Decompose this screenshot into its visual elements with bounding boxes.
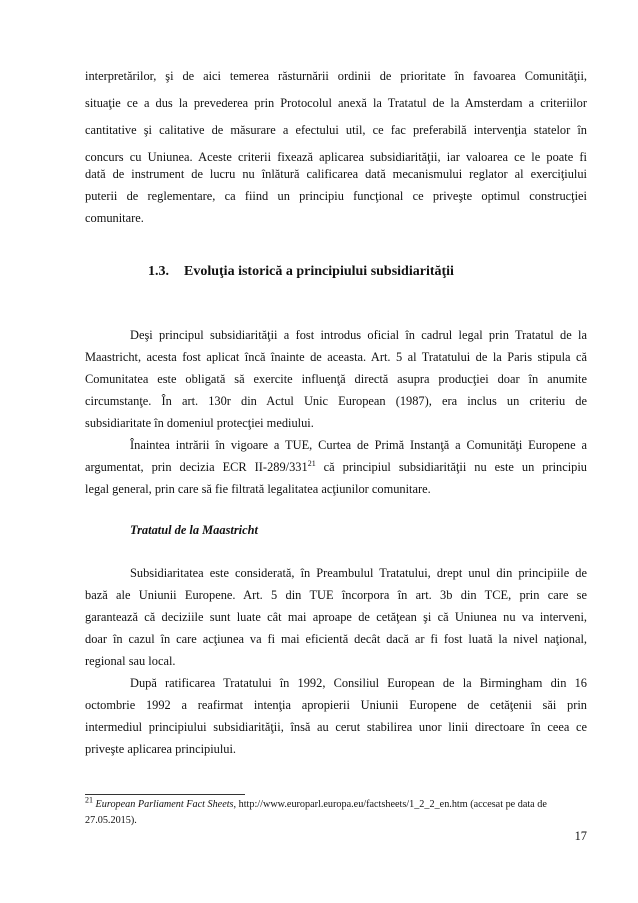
footnote-source: European Parliament Fact Sheets (95, 799, 234, 810)
paragraph-4-line: garantează că deciziile sunt luate cât mai aproape de cetăţean şi că Uniunea nu va interveni, (85, 610, 587, 624)
footnote-line (85, 795, 587, 812)
paragraph-2-line: circumstanţe. În art. 130r din Actul Unic European (1987), era inclus un criteriu de (85, 394, 587, 408)
paragraph-3-line: legal general, prin care să fie filtrată legalitatea acţiunilor comunitare. (85, 482, 431, 496)
footnote-number: 21 (85, 795, 93, 805)
page-number: 17 (574, 829, 587, 843)
paragraph-2-line: Comunitatea este obligată să exercite influenţă directă asupra producţiei doar în anumite (85, 372, 587, 386)
section-number: 1.3. (148, 264, 169, 279)
section-title: Evoluţia istorică a principiului subsidiarităţii (184, 264, 454, 279)
footnote-line: 27.05.2015). (85, 815, 137, 826)
paragraph-5-line: intermediul principiului subsidiarităţii, însă au cerut stabilirea unor linii directoare în ceea ce (85, 720, 587, 734)
paragraph-4-line: Subsidiaritatea este considerată, în Preambulul Tratatului, drept unul din principiile de (130, 566, 587, 580)
paragraph-5-line: priveşte aplicarea principiului. (85, 742, 237, 756)
paragraph-3-text: argumentat, prin decizia ECR II-289/331 (85, 460, 308, 474)
paragraph-4-line: doar în cazul în care acţiunea va fi mai eficientă decât dacă ar fi fost luată la nivel naţional, (85, 632, 587, 646)
paragraph-2-line: subsidiaritate în domeniul protecţiei mediului. (85, 416, 314, 430)
paragraph-3-text: că principiul subsidiarităţii nu este un principiu (315, 460, 587, 474)
paragraph-1-line: comunitare. (85, 211, 144, 225)
paragraph-1-line: cantitative şi calitative de măsurare a efectului util, ce fac preferabilă intervenţia statelor în (85, 123, 587, 137)
paragraph-1-line: concurs cu Uniunea. Aceste criterii fixează aplicarea subsidiarităţii, iar valoarea ce le poate fi (85, 150, 587, 164)
paragraph-4-line: bază ale Uniunii Europene. Art. 5 din TUE încorpora în art. 3b din TCE, prin care se (85, 588, 587, 602)
footnote-reference: 21 (307, 458, 316, 468)
paragraph-1-line: dată de instrument de lucru nu înlătură calificarea dată mecanismului reglator al exerciţiului (85, 167, 587, 181)
paragraph-2-line: Maastricht, acesta fost aplicat încă înainte de aceasta. Art. 5 al Tratatului de la Paris stipula că (85, 350, 587, 364)
paragraph-5-line: octombrie 1992 a reafirmat intenţia apropierii Uniunii Europene de cetăţenii săi prin (85, 698, 587, 712)
paragraph-4-line: regional sau local. (85, 654, 176, 668)
paragraph-1-line: situaţie ce a dus la prevederea prin Protocolul anexă la Tratatul de la Amsterdam a criteriilor (85, 96, 587, 110)
paragraph-1-line: interpretărilor, şi de aici temerea răsturnării ordinii de prioritate în favoarea Comunităţii, (85, 69, 587, 83)
paragraph-3-line (85, 459, 587, 475)
paragraph-1-line: puterii de reglementare, ca fiind un principiu funcţional ce priveşte optimul construcţiei (85, 189, 587, 203)
paragraph-5-line: După ratificarea Tratatului în 1992, Consiliul European de la Birmingham din 16 (130, 676, 587, 690)
footnote-text: , http://www.europarl.europa.eu/factsheets/1_2_2_en.htm (accesat pe data de (233, 799, 547, 810)
section-heading (148, 263, 454, 281)
footnote-divider (85, 794, 245, 795)
paragraph-2-line: Deşi principul subsidiarităţii a fost introdus oficial în cadrul legal prin Tratatul de la (130, 328, 587, 342)
subheading: Tratatul de la Maastricht (130, 523, 258, 537)
paragraph-3-line: Înaintea intrării în vigoare a TUE, Curtea de Primă Instanţă a Comunităţi Europene a (130, 438, 587, 452)
